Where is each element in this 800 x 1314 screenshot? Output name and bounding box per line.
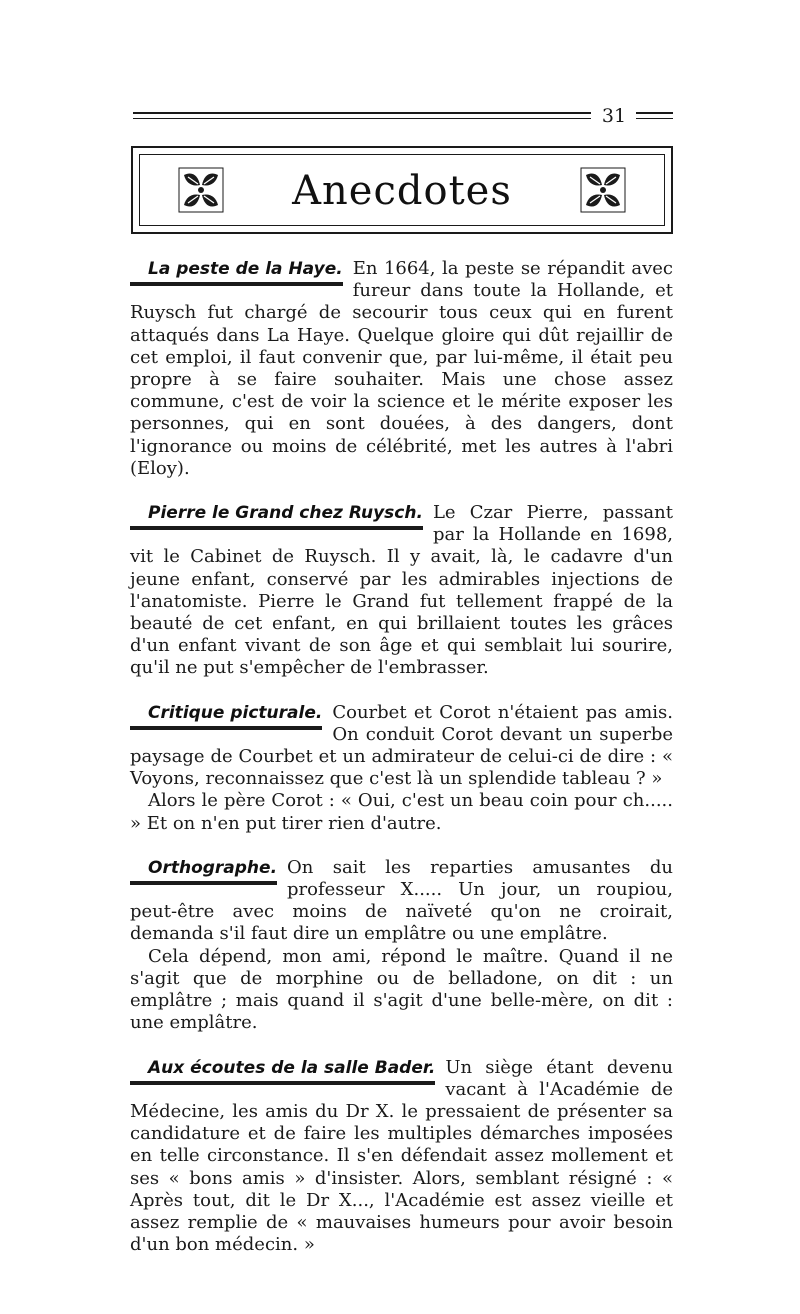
anecdote-heading: Aux écoutes de la salle Bader. [130, 1057, 435, 1085]
anecdote-entry [130, 502, 673, 680]
anecdote-paragraph: On sait les reparties amusantes du professeur X..... Un jour, un roupiou, peut-être avec moins de naïveté qu'on ne croirait, demanda s'il faut dire un emplâtre ou une emplâtre. [130, 856, 673, 945]
anecdote-heading: Pierre le Grand chez Ruysch. [130, 502, 423, 530]
anecdote-heading: La peste de la Haye. [130, 258, 343, 286]
anecdote-heading: Critique picturale. [130, 702, 322, 730]
page-number: 31 [601, 105, 627, 127]
anecdote-entry [130, 1057, 673, 1257]
anecdote-entry [130, 857, 673, 1035]
anecdote-paragraph: Un siège étant devenu vacant à l'Académie de Médecine, les amis du Dr X. le pressaient de présenter sa candidature et de faire les multiples démarches imposées en telle circonstance. Il s'en défendait assez mollement et ses « bons amis » d'insister. Alors, semblant résigné : « Après tout, dit le Dr X..., l'Académie est assez vieille et assez remplie de « mauvaises humeurs pour avoir besoin d'un bon médecin. » [130, 1056, 673, 1256]
title-frame-inner-border [139, 154, 665, 226]
anecdote-entry [130, 258, 673, 480]
anecdote-entry [130, 702, 673, 835]
anecdote-paragraph: Alors le père Corot : « Oui, c'est un beau coin pour ch..... » Et on n'en put tirer rien d'autre. [130, 790, 673, 834]
anecdote-paragraph: Cela dépend, mon ami, répond le maître. Quand il ne s'agit que de morphine ou de belladone, on dit : un emplâtre ; mais quand il s'agit d'une belle-mère, on dit : une emplâtre. [130, 945, 673, 1034]
anecdote-paragraph: Courbet et Corot n'étaient pas amis. On conduit Corot devant un superbe paysage de Courbet et un admirateur de celui-ci de dire : « Voyons, reconnaissez que c'est là un splendide tableau ? » [130, 701, 673, 790]
anecdote-heading: Orthographe. [130, 857, 277, 885]
page-title: Anecdotes [292, 168, 512, 214]
header-rule-right [636, 112, 673, 119]
anecdote-paragraph: Le Czar Pierre, passant par la Hollande en 1698, vit le Cabinet de Ruysch. Il y avait, là, le cadavre d'un jeune enfant, conservé par les admirables injections de l'anatomiste. Pierre le Grand fut tellement frappé de la beauté de cet enfant, en qui brillaient toutes les grâces d'un enfant vivant de son âge et qui semblait lui sourire, qu'il ne put s'empêcher de l'embrasser. [130, 502, 673, 679]
anecdotes-body [130, 258, 673, 1256]
header-rule-left [133, 112, 591, 119]
leaf-ornament-icon [580, 167, 626, 213]
anecdote-paragraph: En 1664, la peste se répandit avec fureur dans toute la Hollande, et Ruysch fut chargé de secourir tous ceux qui en furent attaqués dans La Haye. Quelque gloire qui dût rejaillir de cet emploi, il faut convenir que, par lui-même, il était peu propre à se faire souhaiter. Mais une chose assez commune, c'est de voir la science et le mérite exposer les personnes, qui en sont douées, à des dangers, dont l'ignorance ou moins de célébrité, met les autres à l'abri (Eloy). [130, 258, 673, 479]
title-frame [131, 146, 673, 234]
